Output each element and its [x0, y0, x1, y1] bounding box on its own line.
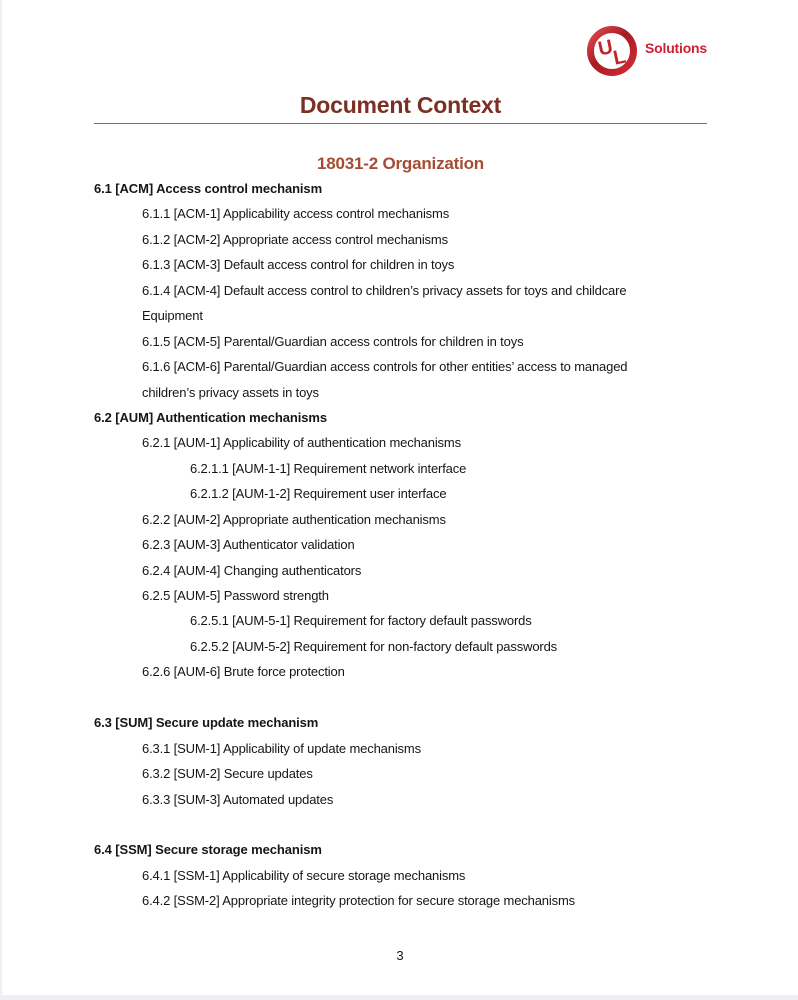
outline-line: 6.1.6 [ACM-6] Parental/Guardian access controls for other entities’ access to managed [142, 359, 628, 375]
outline-line: 6.1.4 [ACM-4] Default access control to children’s privacy assets for toys and childcare [142, 282, 627, 298]
outline [94, 176, 728, 914]
outline-line: 6.2.1.2 [AUM-1-2] Requirement user interface [190, 486, 447, 502]
outline-line: 6.2.1.1 [AUM-1-1] Requirement network interface [190, 460, 467, 476]
page-number: 3 [396, 948, 404, 963]
title-block [94, 92, 707, 124]
outline-line: 6.3.1 [SUM-1] Applicability of update mechanisms [142, 740, 421, 756]
outline-line: 6.4.2 [SSM-2] Appropriate integrity protection for secure storage mechanisms [142, 893, 575, 909]
outline-line: 6.4 [SSM] Secure storage mechanism [94, 842, 322, 858]
outline-line: 6.1 [ACM] Access control mechanism [94, 181, 323, 196]
outline-line [94, 685, 728, 710]
outline-line: 6.2.2 [AUM-2] Appropriate authentication mechanisms [142, 511, 446, 527]
outline-line: 6.1.3 [ACM-3] Default access control for children in toys [142, 257, 455, 273]
outline-line [94, 812, 728, 837]
logo-letter-u: U [596, 36, 615, 61]
outline-line: 6.2 [AUM] Authentication mechanisms [94, 409, 327, 425]
section-heading: 18031-2 Organization [316, 154, 484, 173]
outline-line: 6.1.1 [ACM-1] Applicability access control mechanisms [142, 206, 450, 222]
page-title: Document Context [299, 92, 502, 118]
outline-line: 6.1.5 [ACM-5] Parental/Guardian access controls for children in toys [142, 333, 524, 349]
outline-line: 6.3.3 [SUM-3] Automated updates [142, 791, 334, 807]
outline-line: 6.2.1 [AUM-1] Applicability of authentication mechanisms [142, 435, 461, 451]
logo-wordmark: Solutions [645, 40, 707, 56]
outline-line: 6.2.5.1 [AUM-5-1] Requirement for factory default passwords [190, 613, 532, 629]
outline-line: 6.1.2 [ACM-2] Appropriate access control mechanisms [142, 231, 448, 247]
ul-circle-logo-icon [586, 25, 638, 77]
outline-line: 6.3 [SUM] Secure update mechanism [94, 715, 319, 731]
outline-line: 6.2.3 [AUM-3] Authenticator validation [142, 537, 355, 553]
document-page [2, 0, 798, 995]
outline-line: children’s privacy assets in toys [142, 384, 319, 400]
outline-line: 6.2.6 [AUM-6] Brute force protection [142, 664, 345, 680]
outline-line: 6.2.5 [AUM-5] Password strength [142, 588, 329, 603]
ul-solutions-logo [586, 25, 707, 77]
outline-line: 6.3.2 [SUM-2] Secure updates [142, 766, 313, 782]
outline-line: 6.4.1 [SSM-1] Applicability of secure storage mechanisms [142, 867, 466, 883]
logo-letter-l: L [611, 45, 628, 70]
outline-line: Equipment [142, 308, 203, 324]
outline-line: 6.2.5.2 [AUM-5-2] Requirement for non-factory default passwords [190, 638, 558, 654]
title-rule-divider [94, 123, 707, 124]
outline-line: 6.2.4 [AUM-4] Changing authenticators [142, 562, 362, 578]
